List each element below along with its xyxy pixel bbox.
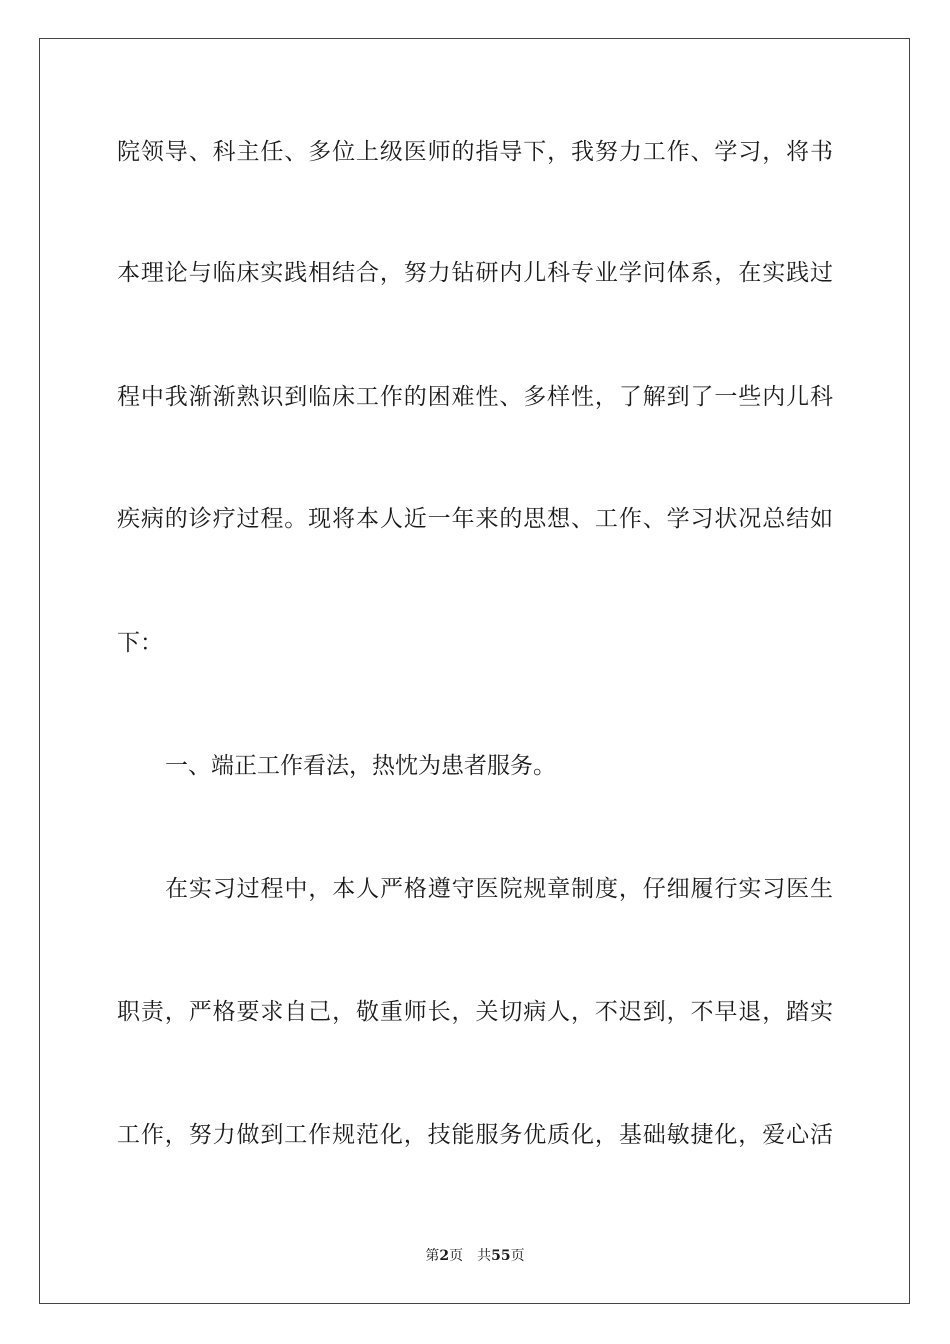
body-line: 疾病的诊疗过程。现将本人近一年来的思想、工作、学习状况总结如: [117, 506, 833, 532]
total-pages: 55: [491, 1248, 511, 1264]
body-line: 工作，努力做到工作规范化，技能服务优质化，基础敏捷化，爱心活: [117, 1122, 833, 1148]
body-line: 院领导、科主任、多位上级医师的指导下，我努力工作、学习，将书: [117, 139, 833, 165]
body-line: 在实习过程中，本人严格遵守医院规章制度，仔细履行实习医生: [165, 876, 833, 902]
body-line: 下：: [117, 630, 163, 656]
body-line: 程中我渐渐熟识到临床工作的困难性、多样性，了解到了一些内儿科: [117, 384, 833, 410]
body-line: 职责，严格要求自己，敬重师长，关切病人，不迟到，不早退，踏实: [117, 999, 833, 1025]
total-prefix: 共: [477, 1248, 492, 1264]
total-suffix: 页: [510, 1248, 525, 1264]
section-heading: 一、端正工作看法，热忱为患者服务。: [165, 753, 556, 779]
page-footer: [0, 1246, 950, 1266]
body-line: 本理论与临床实践相结合，努力钻研内儿科专业学问体系，在实践过: [117, 260, 833, 286]
page-number: 2: [439, 1248, 450, 1264]
page-border: [39, 38, 910, 1304]
page-suffix: 页: [449, 1248, 464, 1264]
page-prefix: 第: [425, 1248, 440, 1264]
